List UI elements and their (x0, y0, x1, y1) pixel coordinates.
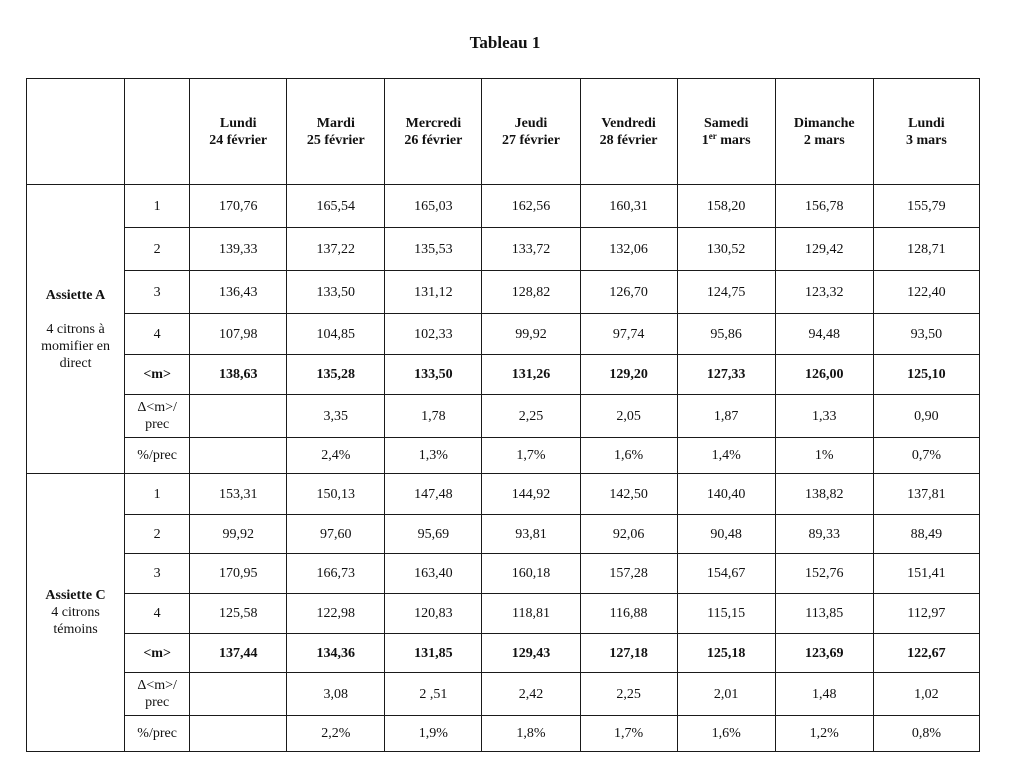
measurements-table (26, 78, 980, 752)
group-label-c: Assiette C 4 citrons témoins (27, 474, 125, 752)
delta-row: Δ<m>/ prec 3,35 1,78 2,25 2,05 1,87 1,33 0,90 (27, 395, 980, 438)
row-label: Δ<m>/ prec (125, 673, 190, 716)
percent-row: %/prec 2,2% 1,9% 1,8% 1,7% 1,6% 1,2% 0,8% (27, 716, 980, 752)
day-header: Dimanche 2 mars (775, 79, 873, 185)
table-row: 4 107,98 104,85 102,33 99,92 97,74 95,86 94,48 93,50 (27, 314, 980, 355)
table-row: Assiette A 4 citrons à momifier en direct 1 170,76 165,54 165,03 162,56 160,31 158,20 156,78 155,79 (27, 185, 980, 228)
table-row: 3 170,95 166,73 163,40 160,18 157,28 154,67 152,76 151,41 (27, 554, 980, 594)
day-header: Mercredi 26 février (385, 79, 482, 185)
row-label: %/prec (125, 716, 190, 752)
day-header: Vendredi 28 février (580, 79, 677, 185)
row-label: <m> (125, 634, 190, 673)
header-row (27, 79, 980, 185)
table-row: 3 136,43 133,50 131,12 128,82 126,70 124,75 123,32 122,40 (27, 271, 980, 314)
table-row: 2 139,33 137,22 135,53 133,72 132,06 130,52 129,42 128,71 (27, 228, 980, 271)
row-label: 3 (125, 554, 190, 594)
delta-row: Δ<m>/ prec 3,08 2 ,51 2,42 2,25 2,01 1,48 1,02 (27, 673, 980, 716)
mean-row: <m> 138,63 135,28 133,50 131,26 129,20 127,33 126,00 125,10 (27, 355, 980, 395)
empty-header-cell (125, 79, 190, 185)
empty-header-cell (27, 79, 125, 185)
table-title: Tableau 1 (469, 33, 541, 52)
row-label: 4 (125, 314, 190, 355)
row-label: 1 (125, 185, 190, 228)
percent-row: %/prec 2,4% 1,3% 1,7% 1,6% 1,4% 1% 0,7% (27, 438, 980, 474)
row-label: 4 (125, 594, 190, 634)
row-label: 2 (125, 228, 190, 271)
row-label: <m> (125, 355, 190, 395)
row-label: Δ<m>/ prec (125, 395, 190, 438)
row-label: 1 (125, 474, 190, 515)
day-header: Jeudi 27 février (482, 79, 580, 185)
day-header: Samedi 1er mars (677, 79, 775, 185)
table-row: 4 125,58 122,98 120,83 118,81 116,88 115,15 113,85 112,97 (27, 594, 980, 634)
day-header: Lundi 3 mars (873, 79, 979, 185)
table-row: Assiette C 4 citrons témoins 1 153,31 150,13 147,48 144,92 142,50 140,40 138,82 137,81 (27, 474, 980, 515)
row-label: 2 (125, 515, 190, 554)
day-header: Mardi 25 février (287, 79, 385, 185)
mean-row: <m> 137,44 134,36 131,85 129,43 127,18 125,18 123,69 122,67 (27, 634, 980, 673)
row-label: 3 (125, 271, 190, 314)
day-header: Lundi 24 février (190, 79, 287, 185)
group-label-a: Assiette A 4 citrons à momifier en direct (27, 185, 125, 474)
row-label: %/prec (125, 438, 190, 474)
table-row: 2 99,92 97,60 95,69 93,81 92,06 90,48 89,33 88,49 (27, 515, 980, 554)
